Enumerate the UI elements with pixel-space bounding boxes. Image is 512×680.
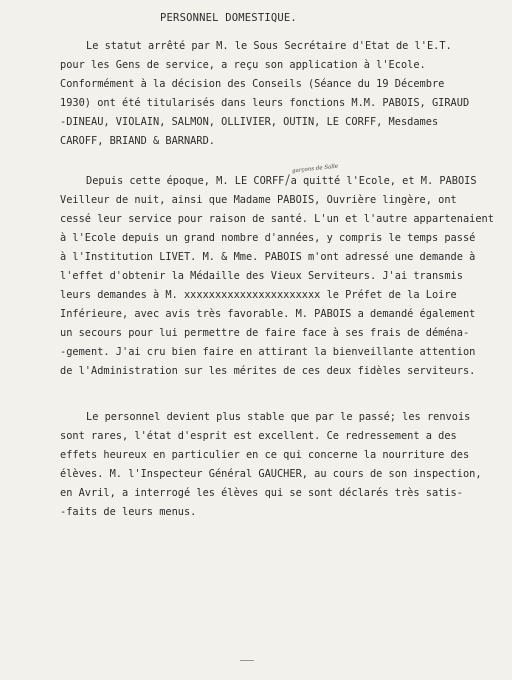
text-line: un secours pour lui permettre de faire face à ses frais de déména- [60, 327, 470, 339]
text-line: cessé leur service pour raison de santé. L'un et l'autre appartenaient [60, 213, 494, 225]
text-line: pour les Gens de service, a reçu son application à l'Ecole. [60, 59, 426, 71]
text-line: Depuis cette époque, M. LE CORFF a quitté l'Ecole, et M. PABOIS [86, 175, 477, 187]
text-line: en Avril, a interrogé les élèves qui se sont déclarés très satis- [60, 487, 463, 499]
text-line: à l'Institution LIVET. M. & Mme. PABOIS m'ont adressé une demande à [60, 251, 476, 263]
text-line: à l'Ecole depuis un grand nombre d'années, y compris le temps passé [60, 232, 476, 244]
text-line: CAROFF, BRIAND & BARNARD. [60, 135, 215, 147]
handwritten-annotation: garçons de Salle [291, 163, 339, 175]
text-line: -faits de leurs menus. [60, 506, 197, 518]
text-line: élèves. M. l'Inspecteur Général GAUCHER, au cours de son inspection, [60, 468, 482, 480]
paragraph-depuis [60, 172, 510, 381]
text-line: Inférieure, avec avis très favorable. M. PABOIS a demandé également [60, 308, 476, 320]
text-line: Le statut arrêté par M. le Sous Secrétaire d'Etat de l'E.T. [86, 40, 452, 52]
section-title: PERSONNEL DOMESTIQUE. [160, 12, 297, 24]
text-line: 1930) ont été titularisés dans leurs fonctions M.M. PABOIS, GIRAUD [60, 97, 470, 109]
paragraph-statut [60, 37, 510, 151]
paragraph-personnel [60, 408, 510, 522]
text-line: l'effet d'obtenir la Médaille des Vieux Serviteurs. J'ai transmis [60, 270, 463, 282]
text-line: effets heureux en particulier en ce qui concerne la nourriture des [60, 449, 470, 461]
text-line: Le personnel devient plus stable que par le passé; les renvois [86, 411, 471, 423]
text-line: de l'Administration sur les mérites de ces deux fidèles serviteurs. [60, 365, 476, 377]
text-line: Conformément à la décision des Conseils (Séance du 19 Décembre [60, 78, 445, 90]
text-line: sont rares, l'état d'esprit est excellent. Ce redressement a des [60, 430, 457, 442]
text-line: -gement. J'ai cru bien faire en attirant la bienveillante attention [60, 346, 476, 358]
text-line: Veilleur de nuit, ainsi que Madame PABOIS, Ouvrière lingère, ont [60, 194, 457, 206]
page-mark [240, 660, 254, 661]
text-line: leurs demandes à M. xxxxxxxxxxxxxxxxxxxxxx le Préfet de la Loire [60, 289, 457, 301]
text-line: -DINEAU, VIOLAIN, SALMON, OLLIVIER, OUTIN, LE CORFF, Mesdames [60, 116, 439, 128]
